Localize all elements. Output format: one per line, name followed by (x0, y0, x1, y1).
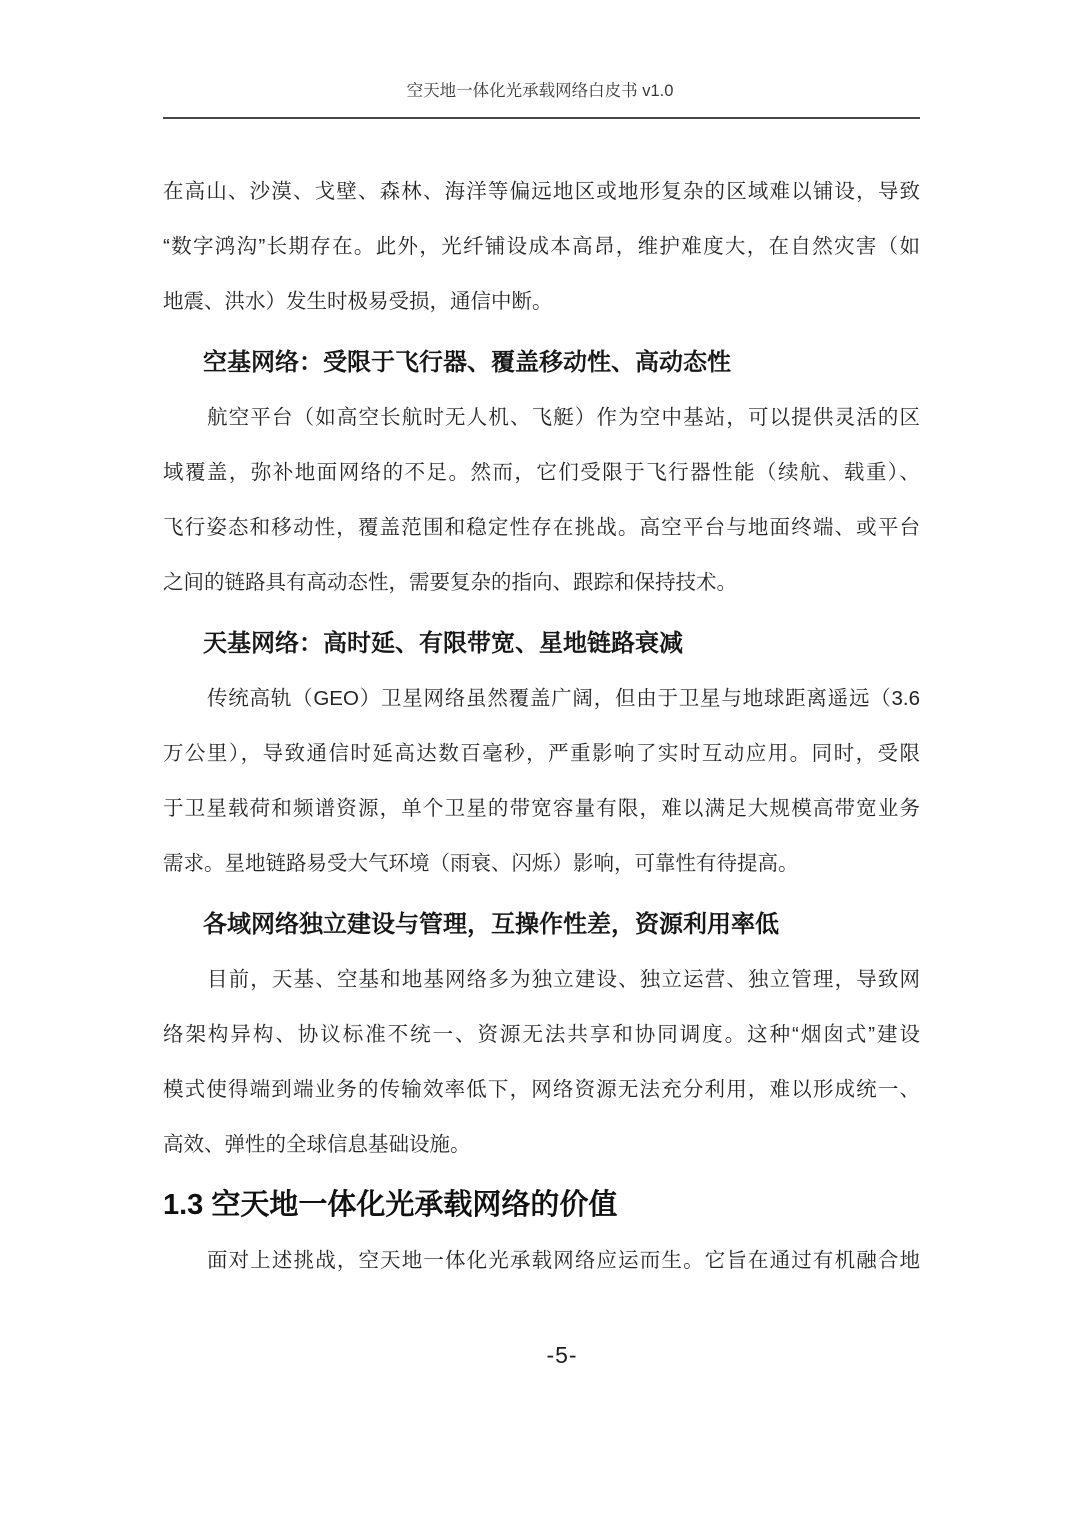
subsection-heading-air-network: 空基网络：受限于飞行器、覆盖移动性、高动态性 (203, 349, 731, 376)
para2-line1: 航空平台（如高空长航时无人机、飞艇）作为空中基站，可以提供灵活的区 (207, 406, 920, 429)
subsection-heading-space-network: 天基网络：高时延、有限带宽、星地链路衰减 (203, 630, 683, 657)
para4-line3: 模式使得端到端业务的传输效率低下，网络资源无法充分利用，难以形成统一、 (163, 1078, 920, 1101)
section-heading-1-3: 1.3 空天地一体化光承载网络的价值 (163, 1189, 618, 1221)
document-body (163, 164, 920, 1288)
para1-line1: 在高山、沙漠、戈壁、森林、海洋等偏远地区或地形复杂的区域难以铺设，导致 (163, 180, 920, 203)
para5-line1: 面对上述挑战，空天地一体化光承载网络应运而生。它旨在通过有机融合地 (207, 1249, 920, 1272)
para4-line2: 络架构异构、协议标准不统一、资源无法共享和协同调度。这种“烟囱式”建设 (163, 1023, 920, 1046)
header-title: 空天地一体化光承载网络白皮书 v1.0 (406, 82, 674, 100)
para1-line3: 地震、洪水）发生时极易受损，通信中断。 (163, 290, 553, 313)
para3-line1: 传统高轨（GEO）卫星网络虽然覆盖广阔，但由于卫星与地球距离遥远（3.6 (207, 687, 920, 710)
para1-line2: “数字鸿沟”长期存在。此外，光纤铺设成本高昂，维护难度大，在自然灾害（如 (163, 235, 920, 258)
para3-line2: 万公里），导致通信时延高达数百毫秒，严重影响了实时互动应用。同时，受限 (163, 742, 920, 765)
subsection-heading-domain-networks: 各域网络独立建设与管理，互操作性差，资源利用率低 (203, 911, 779, 938)
para2-line4: 之间的链路具有高动态性，需要复杂的指向、跟踪和保持技术。 (163, 571, 737, 594)
para3-line3: 于卫星载荷和频谱资源，单个卫星的带宽容量有限，难以满足大规模高带宽业务 (163, 797, 920, 820)
page-number: -5- (546, 1342, 578, 1368)
header-divider (163, 117, 920, 119)
para4-line1: 目前，天基、空基和地基网络多为独立建设、独立运营、独立管理，导致网 (207, 968, 920, 991)
para2-line2: 域覆盖，弥补地面网络的不足。然而，它们受限于飞行器性能（续航、载重）、 (163, 461, 920, 484)
para4-line4: 高效、弹性的全球信息基础设施。 (163, 1133, 471, 1156)
para3-line4: 需求。星地链路易受大气环境（雨衰、闪烁）影响，可靠性有待提高。 (163, 852, 799, 875)
para2-line3: 飞行姿态和移动性，覆盖范围和稳定性存在挑战。高空平台与地面终端、或平台 (163, 516, 920, 539)
